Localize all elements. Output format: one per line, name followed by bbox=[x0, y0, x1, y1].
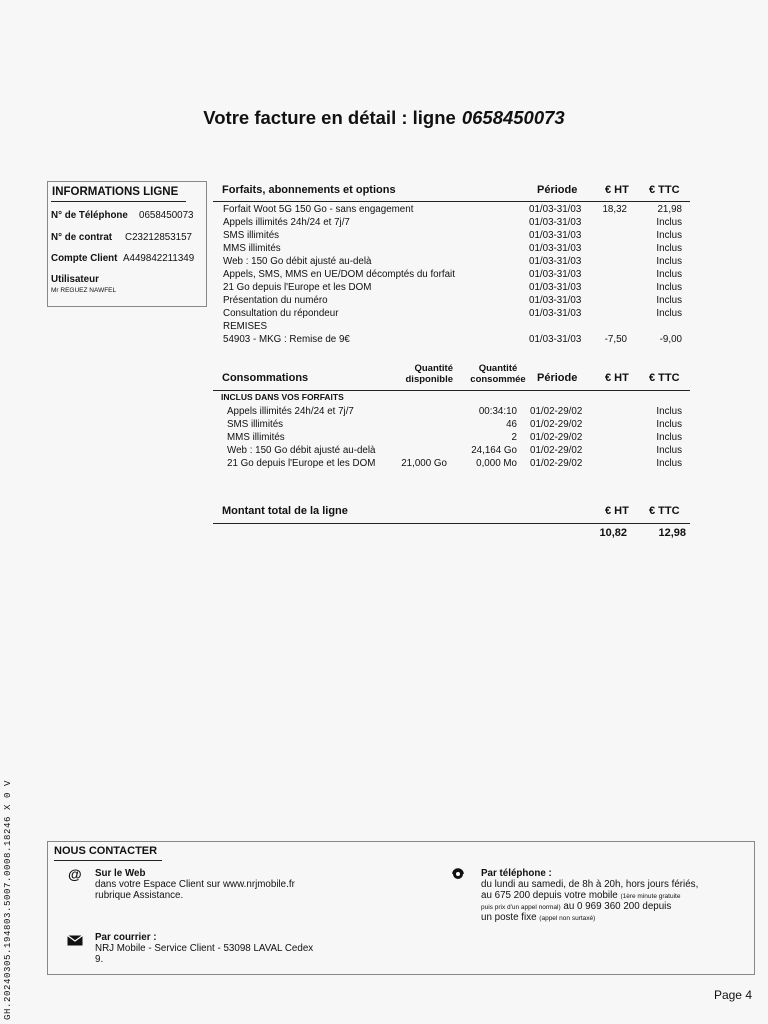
conso-header-dispo-top: Quantité bbox=[414, 363, 453, 374]
forfaits-header-label: Forfaits, abonnements et options bbox=[222, 184, 396, 196]
forfait-row bbox=[213, 203, 690, 216]
web-title: Sur le Web bbox=[95, 868, 146, 879]
total-ht-label: € HT bbox=[605, 505, 629, 517]
conso-header-periode: Période bbox=[537, 372, 578, 384]
conso-rows bbox=[213, 405, 690, 470]
forfaits-header-ttc: € TTC bbox=[649, 184, 680, 196]
total-values bbox=[213, 524, 690, 540]
conso-header-conso bbox=[467, 363, 529, 385]
user-value: Mr REGUEZ NAWFEL bbox=[51, 287, 117, 294]
forfait-label: Forfait Woot 5G 150 Go - sans engagement bbox=[223, 204, 414, 215]
conso-ttc: Inclus bbox=[656, 432, 682, 443]
forfait-label: 54903 - MKG : Remise de 9€ bbox=[223, 334, 350, 345]
conso-row bbox=[213, 405, 690, 418]
forfait-row bbox=[213, 294, 690, 307]
conso-header-ht: € HT bbox=[605, 372, 629, 384]
forfait-ttc: Inclus bbox=[656, 308, 682, 319]
forfait-label: Consultation du répondeur bbox=[223, 308, 339, 319]
forfait-label: 21 Go depuis l'Europe et les DOM bbox=[223, 282, 372, 293]
account-value: A449842211349 bbox=[123, 253, 195, 264]
forfait-label: SMS illimités bbox=[223, 230, 280, 241]
page-number: Page 4 bbox=[713, 988, 752, 1002]
phone-line4-small: (appel non surtaxé) bbox=[539, 915, 596, 922]
consommations-table bbox=[213, 363, 690, 470]
conso-label: SMS illimités bbox=[227, 419, 284, 430]
conso-header-dispo bbox=[403, 363, 453, 385]
consommations-header bbox=[213, 363, 690, 389]
forfait-row bbox=[213, 216, 690, 229]
conso-header-label: Consommations bbox=[222, 372, 309, 384]
info-ligne-box bbox=[47, 181, 207, 307]
title-line-number: 0658450073 bbox=[461, 107, 565, 128]
phone-line2: au 675 200 depuis votre mobile bbox=[481, 890, 618, 901]
forfaits-header bbox=[213, 182, 690, 200]
web-line1: dans votre Espace Client sur www.nrjmobile.fr bbox=[95, 879, 295, 890]
total-header bbox=[213, 503, 690, 521]
total-section bbox=[213, 503, 690, 540]
forfait-ttc: Inclus bbox=[656, 217, 682, 228]
mail-line2: 9. bbox=[95, 954, 104, 965]
account-label: Compte Client bbox=[51, 253, 118, 264]
phone-line4-wrap bbox=[481, 912, 595, 924]
conso-dispo: 21,000 Go bbox=[401, 458, 447, 469]
conso-periode: 01/02-29/02 bbox=[530, 419, 583, 430]
forfait-row bbox=[213, 229, 690, 242]
forfait-row bbox=[213, 255, 690, 268]
info-heading-rule bbox=[51, 201, 186, 202]
forfait-label: Présentation du numéro bbox=[223, 295, 328, 306]
phone-line4: un poste fixe bbox=[481, 912, 537, 923]
forfaits-table bbox=[213, 182, 690, 346]
forfait-ttc: Inclus bbox=[656, 230, 682, 241]
forfait-periode: 01/03-31/03 bbox=[529, 269, 582, 280]
forfaits-header-periode: Période bbox=[537, 184, 578, 196]
forfait-row bbox=[213, 281, 690, 294]
forfait-ttc: Inclus bbox=[656, 243, 682, 254]
forfait-row bbox=[213, 333, 690, 346]
conso-ttc: Inclus bbox=[656, 445, 682, 456]
forfait-periode: 01/03-31/03 bbox=[529, 308, 582, 319]
conso-periode: 01/02-29/02 bbox=[530, 445, 583, 456]
conso-header-ttc: € TTC bbox=[649, 372, 680, 384]
conso-consommee: 2 bbox=[511, 432, 517, 443]
forfaits-rows bbox=[213, 203, 690, 346]
contact-heading-rule bbox=[54, 860, 162, 861]
forfait-label: Appels, SMS, MMS en UE/DOM décomptés du forfait bbox=[223, 269, 455, 280]
conso-ttc: Inclus bbox=[656, 458, 682, 469]
forfait-periode: 01/03-31/03 bbox=[529, 204, 582, 215]
title-prefix: Votre facture en détail : ligne bbox=[203, 107, 456, 128]
conso-header-conso-bottom: consommée bbox=[470, 374, 526, 385]
forfait-ttc: Inclus bbox=[656, 282, 682, 293]
conso-label: Web : 150 Go débit ajusté au-delà bbox=[227, 445, 376, 456]
conso-ttc: Inclus bbox=[656, 406, 682, 417]
conso-section-label: INCLUS DANS VOS FORFAITS bbox=[221, 392, 344, 402]
forfait-ttc: 21,98 bbox=[657, 204, 682, 215]
forfait-label: REMISES bbox=[223, 321, 268, 332]
forfait-label: MMS illimités bbox=[223, 243, 281, 254]
conso-row bbox=[213, 444, 690, 457]
contact-box bbox=[47, 841, 755, 975]
conso-periode: 01/02-29/02 bbox=[530, 432, 583, 443]
forfait-label: Web : 150 Go débit ajusté au-delà bbox=[223, 256, 372, 267]
forfait-periode: 01/03-31/03 bbox=[529, 282, 582, 293]
conso-consommee: 46 bbox=[506, 419, 517, 430]
conso-label: 21 Go depuis l'Europe et les DOM bbox=[227, 458, 376, 469]
web-line2: rubrique Assistance. bbox=[95, 890, 184, 901]
side-code: GH.20240305.194803.5007.0008.18246 X 0 V bbox=[3, 779, 13, 1020]
total-ttc-value: 12,98 bbox=[658, 527, 686, 539]
forfait-periode: 01/03-31/03 bbox=[529, 217, 582, 228]
conso-consommee: 00:34:10 bbox=[478, 406, 517, 417]
forfait-periode: 01/03-31/03 bbox=[529, 256, 582, 267]
forfait-row bbox=[213, 307, 690, 320]
conso-header-conso-top: Quantité bbox=[478, 363, 518, 374]
total-ht-value: 10,82 bbox=[599, 527, 627, 539]
phone-label: N° de Téléphone bbox=[51, 210, 128, 221]
conso-section bbox=[213, 391, 690, 403]
phone-line3-small: puis prix d'un appel normal) bbox=[481, 904, 561, 911]
forfait-ttc: Inclus bbox=[656, 269, 682, 280]
forfait-label: Appels illimités 24h/24 et 7j/7 bbox=[223, 217, 350, 228]
forfait-periode: 01/03-31/03 bbox=[529, 243, 582, 254]
contact-heading: NOUS CONTACTER bbox=[54, 845, 158, 857]
contract-value: C23212853157 bbox=[125, 232, 193, 243]
contract-label: N° de contrat bbox=[51, 232, 113, 243]
conso-periode: 01/02-29/02 bbox=[530, 406, 583, 417]
conso-periode: 01/02-29/02 bbox=[530, 458, 583, 469]
conso-row bbox=[213, 431, 690, 444]
forfait-periode: 01/03-31/03 bbox=[529, 230, 582, 241]
conso-ttc: Inclus bbox=[656, 419, 682, 430]
user-label: Utilisateur bbox=[51, 274, 99, 285]
forfait-ttc: -9,00 bbox=[659, 334, 682, 345]
conso-row bbox=[213, 418, 690, 431]
forfait-ttc: Inclus bbox=[656, 256, 682, 267]
phone-line1: du lundi au samedi, de 8h à 20h, hors jours fériés, bbox=[481, 879, 699, 890]
forfait-ht: -7,50 bbox=[604, 334, 627, 345]
envelope-icon bbox=[67, 934, 83, 948]
forfait-row bbox=[213, 242, 690, 255]
mail-title: Par courrier : bbox=[95, 932, 157, 943]
at-icon: @ bbox=[68, 866, 82, 882]
forfait-periode: 01/03-31/03 bbox=[529, 295, 582, 306]
total-ttc-label: € TTC bbox=[649, 505, 680, 517]
conso-label: MMS illimités bbox=[227, 432, 285, 443]
phone-line3: au 0 969 360 200 depuis bbox=[563, 901, 672, 912]
page-title bbox=[0, 107, 768, 129]
phone-line2-small: (1ère minute gratuite bbox=[620, 893, 681, 900]
forfait-periode: 01/03-31/03 bbox=[529, 334, 582, 345]
forfait-row bbox=[213, 320, 690, 333]
phone-title: Par téléphone : bbox=[481, 868, 552, 879]
conso-consommee: 0,000 Mo bbox=[476, 458, 517, 469]
conso-header-dispo-bottom: disponible bbox=[405, 374, 453, 385]
conso-label: Appels illimités 24h/24 et 7j/7 bbox=[227, 406, 354, 417]
headset-icon bbox=[451, 867, 465, 883]
total-label: Montant total de la ligne bbox=[222, 505, 348, 517]
phone-value: 0658450073 bbox=[139, 210, 194, 221]
conso-row bbox=[213, 457, 690, 470]
conso-consommee: 24,164 Go bbox=[471, 445, 517, 456]
forfait-row bbox=[213, 268, 690, 281]
forfait-ht: 18,32 bbox=[602, 204, 627, 215]
mail-line1: NRJ Mobile - Service Client - 53098 LAVAL Cedex bbox=[95, 943, 314, 954]
forfaits-header-ht: € HT bbox=[605, 184, 629, 196]
forfaits-header-rule bbox=[213, 201, 690, 202]
info-heading: INFORMATIONS LIGNE bbox=[52, 186, 179, 198]
forfait-ttc: Inclus bbox=[656, 295, 682, 306]
